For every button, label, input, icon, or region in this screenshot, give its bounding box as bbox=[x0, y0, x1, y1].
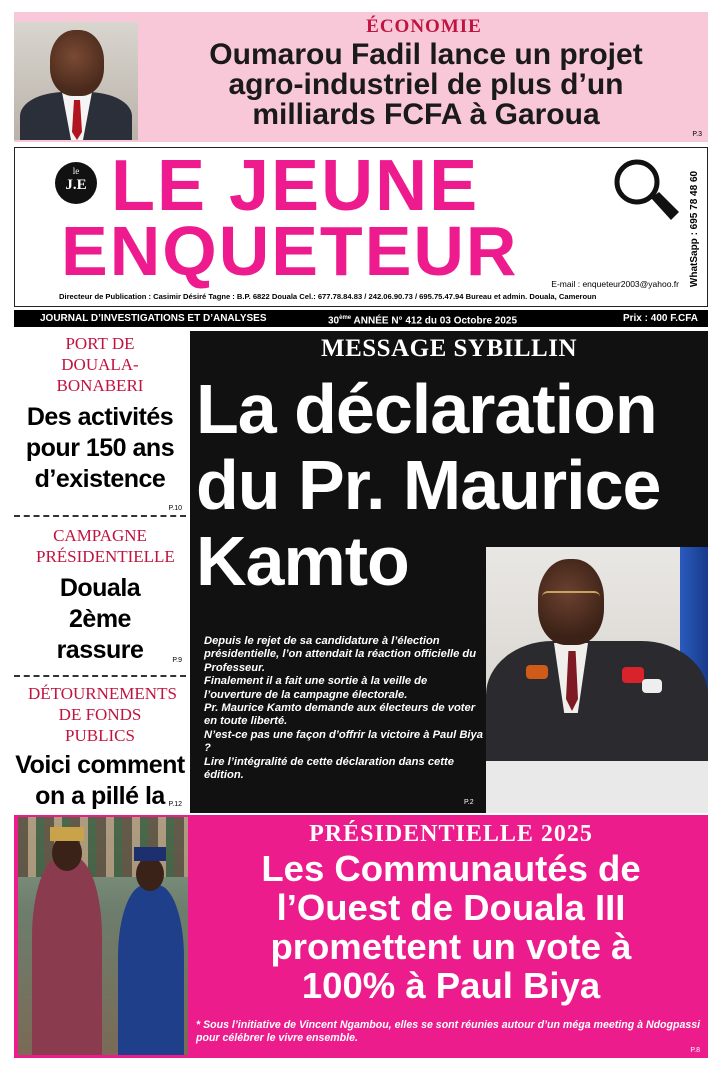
masthead bbox=[14, 147, 708, 307]
bottom-story-footnote: * Sous l’initiative de Vincent Ngambou, elles se sont réunies autour d’un méga meeting à Ndogpassi pour célébrer le vivre ensemble. bbox=[196, 1019, 701, 1044]
brief-kicker: CAMPAGNE PRÉSIDENTIELLE bbox=[36, 526, 175, 566]
masthead-title-line2: ENQUETEUR bbox=[61, 212, 519, 290]
brief-title: Douala 2ème rassure bbox=[56, 574, 144, 664]
top-story-banner[interactable] bbox=[14, 12, 708, 142]
tagline: JOURNAL D’INVESTIGATIONS ET D’ANALYSES bbox=[40, 313, 267, 324]
brief-kicker: DÉTOURNEMENTS DE FONDS PUBLICS bbox=[28, 684, 177, 745]
issue-info: 30ème ANNÉE N° 412 du 03 Octobre 2025 bbox=[328, 315, 518, 327]
main-story-kicker: MESSAGE SYBILLIN bbox=[321, 335, 577, 362]
contact-email: E-mail : enqueteur2003@yahoo.fr bbox=[551, 279, 679, 289]
masthead-title-line1: LE JEUNE bbox=[111, 146, 480, 226]
briefs-column bbox=[14, 331, 186, 811]
kamto-photo bbox=[486, 547, 708, 813]
brief-port[interactable] bbox=[14, 333, 186, 512]
top-story-kicker: ÉCONOMIE bbox=[366, 16, 482, 37]
main-story-headline: La déclaration du Pr. Maurice Kamto bbox=[196, 370, 661, 600]
je-logo-badge: le J.E bbox=[55, 162, 97, 204]
community-leaders-photo bbox=[18, 817, 188, 1055]
bottom-story-kicker: PRÉSIDENTIELLE 2025 bbox=[309, 821, 593, 847]
page-ref: P.10 bbox=[168, 505, 182, 512]
top-story-headline: Oumarou Fadil lance un projet agro-industriel de plus d’un milliards FCFA à Garoua bbox=[209, 38, 643, 131]
page-ref: P.9 bbox=[172, 657, 182, 664]
main-story[interactable] bbox=[190, 331, 708, 813]
publisher-info: Directeur de Publication : Casimir Désiré Tagne : B.P. 6822 Douala Cel.: 677.78.84.83 / 242.06.90.73 / 695.75.47.94 Bureau et admin. Douala, Cameroun bbox=[59, 292, 597, 301]
price: Prix : 400 F.CFA bbox=[622, 313, 698, 324]
bottom-story-headline: Les Communautés de l’Ouest de Douala III promettent un vote à 100% à Paul Biya bbox=[261, 848, 641, 1006]
issue-bar bbox=[14, 310, 708, 327]
page-ref: P.3 bbox=[692, 131, 702, 138]
whatsapp-number: WhatSapp : 695 78 48 60 bbox=[689, 170, 700, 288]
brief-title: Voici comment on a pillé la bbox=[15, 751, 185, 810]
page-ref: P.2 bbox=[464, 799, 474, 806]
main-story-body: Depuis le rejet de sa candidature à l’élection présidentielle, l’on attendait la réaction officielle du Professeur. Finalement il a fait une sortie à la veille de l’ouverture de la campagne électorale. Pr. Maurice Kamto demande aux électeurs de voter en toute liberté. N’est-ce pas une façon d’offrir la victoire à Paul Biya ? Lire l’intégralité de cette déclaration dans cette édition. bbox=[204, 635, 483, 782]
magnifier-icon bbox=[611, 156, 681, 226]
brief-campagne[interactable] bbox=[14, 525, 186, 666]
page-ref: P.12 bbox=[168, 801, 182, 808]
page-ref: P.8 bbox=[690, 1047, 700, 1054]
divider bbox=[14, 675, 186, 677]
brief-title: Des activités pour 150 ans d’existence bbox=[25, 403, 175, 493]
bottom-story[interactable] bbox=[14, 815, 708, 1058]
politician-photo bbox=[14, 22, 138, 140]
divider bbox=[14, 515, 186, 517]
brief-kicker: PORT DE DOUALA-BONABERI bbox=[56, 334, 144, 395]
